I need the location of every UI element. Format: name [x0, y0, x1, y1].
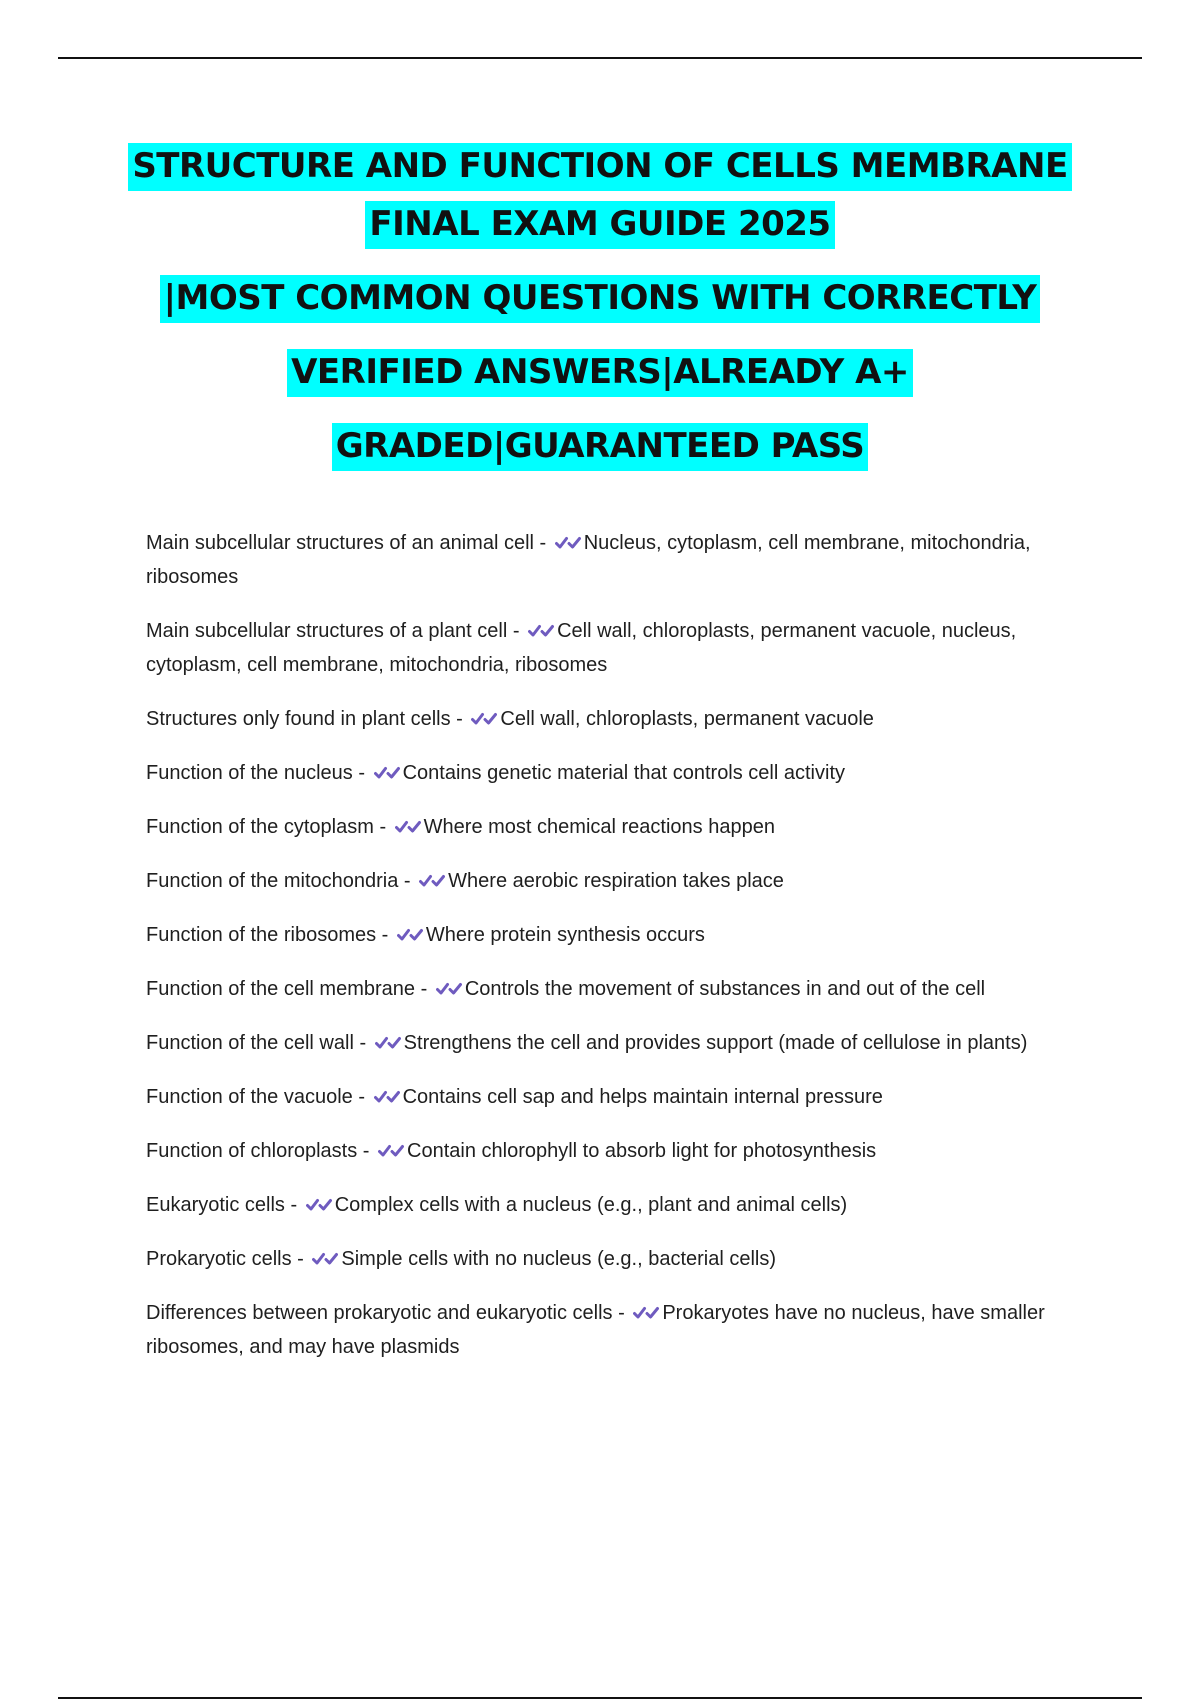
question-text: Prokaryotic cells [146, 1248, 292, 1270]
double-check-icon [374, 764, 400, 782]
answer-text: Where protein synthesis occurs [425, 924, 705, 946]
qa-item: Differences between prokaryotic and eukaryotic cells - Prokaryotes have no nucleus, have smaller ribosomes, and may have plasmids [146, 1302, 1045, 1358]
qa-item: Function of the ribosomes - Where protein synthesis occurs [146, 924, 705, 946]
double-check-icon [378, 1142, 404, 1160]
double-check-icon [528, 622, 554, 640]
answer-text: Cell wall, chloroplasts, permanent vacuole [500, 708, 874, 730]
question-text: Function of the cytoplasm [146, 816, 374, 838]
question-text: Main subcellular structures of an animal cell [146, 532, 534, 554]
answer-text: Cell wall, chloroplasts, permanent vacuole, nucleus, cytoplasm, cell membrane, mitochondria, ribosomes [146, 620, 1017, 676]
qa-item: Function of the mitochondria - Where aerobic respiration takes place [146, 870, 784, 892]
answer-text: Contains genetic material that controls cell activity [402, 762, 845, 784]
answer-text: Controls the movement of substances in and out of the cell [464, 978, 986, 1000]
answer-text: Nucleus, cytoplasm, cell membrane, mitochondria, ribosomes [146, 532, 1031, 588]
title-line: FINAL EXAM GUIDE 2025 [58, 201, 1142, 249]
double-check-icon [471, 710, 497, 728]
question-text: Function of the vacuole [146, 1086, 353, 1108]
double-check-icon [374, 1088, 400, 1106]
question-text: Eukaryotic cells [146, 1194, 285, 1216]
double-check-icon [555, 534, 581, 552]
question-text: Differences between prokaryotic and eukaryotic cells [146, 1302, 613, 1324]
double-check-icon [395, 818, 421, 836]
answer-text: Complex cells with a nucleus (e.g., plant and animal cells) [334, 1194, 848, 1216]
answer-text: Where most chemical reactions happen [423, 816, 775, 838]
question-text: Function of the cell wall [146, 1032, 354, 1054]
qa-item: Eukaryotic cells - Complex cells with a nucleus (e.g., plant and animal cells) [146, 1194, 848, 1216]
answer-text: Contains cell sap and helps maintain internal pressure [402, 1086, 883, 1108]
question-text: Function of chloroplasts [146, 1140, 358, 1162]
qa-item: Function of the cell membrane - Controls the movement of substances in and out of the cell [146, 978, 986, 1000]
answer-text: Simple cells with no nucleus (e.g., bacterial cells) [341, 1248, 777, 1270]
answer-text: Prokaryotes have no nucleus, have smaller ribosomes, and may have plasmids [146, 1302, 1045, 1358]
qa-item: Function of the cytoplasm - Where most chemical reactions happen [146, 816, 775, 838]
qa-item: Main subcellular structures of an animal cell - Nucleus, cytoplasm, cell membrane, mitochondria, ribosomes [146, 532, 1031, 588]
question-text: Function of the nucleus [146, 762, 353, 784]
question-text: Structures only found in plant cells [146, 708, 451, 730]
qa-item: Function of the vacuole - Contains cell sap and helps maintain internal pressure [146, 1086, 883, 1108]
double-check-icon [397, 926, 423, 944]
top-rule [58, 57, 1142, 59]
qa-item: Function of chloroplasts - Contain chlorophyll to absorb light for photosynthesis [146, 1140, 877, 1162]
question-text: Main subcellular structures of a plant cell [146, 620, 508, 642]
document-title [58, 143, 1142, 489]
double-check-icon [633, 1304, 659, 1322]
answer-text: Contain chlorophyll to absorb light for photosynthesis [407, 1140, 877, 1162]
qa-item: Structures only found in plant cells - Cell wall, chloroplasts, permanent vacuole [146, 708, 874, 730]
question-text: Function of the mitochondria [146, 870, 399, 892]
qa-item: Prokaryotic cells - Simple cells with no nucleus (e.g., bacterial cells) [146, 1248, 777, 1270]
title-line: VERIFIED ANSWERS|ALREADY A+ [58, 349, 1142, 397]
title-line: GRADED|GUARANTEED PASS [58, 423, 1142, 471]
answer-text: Where aerobic respiration takes place [448, 870, 784, 892]
title-line: |MOST COMMON QUESTIONS WITH CORRECTLY [58, 275, 1142, 323]
qa-list [146, 526, 1096, 1384]
question-text: Function of the ribosomes [146, 924, 377, 946]
double-check-icon [375, 1034, 401, 1052]
bottom-rule [58, 1697, 1142, 1699]
double-check-icon [436, 980, 462, 998]
double-check-icon [306, 1196, 332, 1214]
title-line: STRUCTURE AND FUNCTION OF CELLS MEMBRANE [58, 143, 1142, 191]
question-text: Function of the cell membrane [146, 978, 416, 1000]
qa-item: Function of the nucleus - Contains genetic material that controls cell activity [146, 762, 845, 784]
qa-item: Main subcellular structures of a plant cell - Cell wall, chloroplasts, permanent vacuole, nucleus, cytoplasm, cell membrane, mitochondria, ribosomes [146, 620, 1017, 676]
qa-item: Function of the cell wall - Strengthens the cell and provides support (made of cellulose in plants) [146, 1032, 1028, 1054]
double-check-icon [419, 872, 445, 890]
answer-text: Strengthens the cell and provides support (made of cellulose in plants) [403, 1032, 1028, 1054]
double-check-icon [312, 1250, 338, 1268]
